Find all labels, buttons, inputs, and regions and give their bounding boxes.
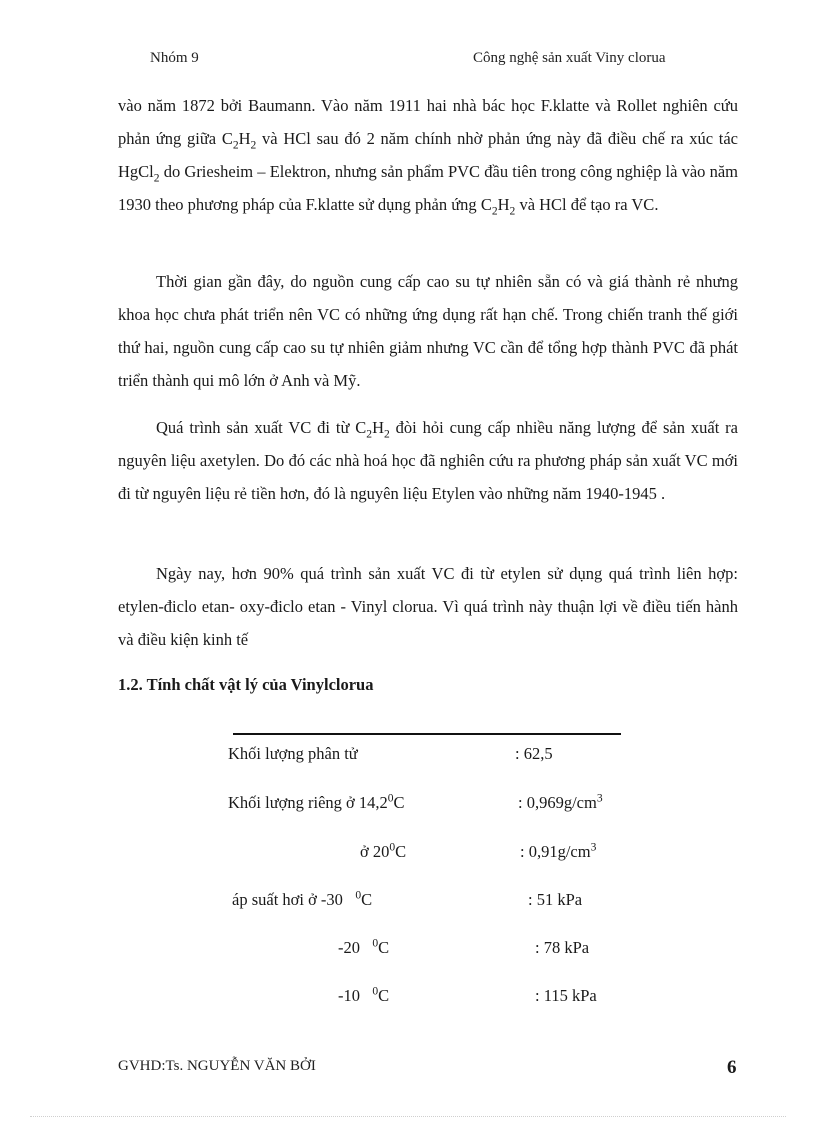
formula-hgcl2: HgCl$_2$	[118, 162, 160, 185]
prop-value-vapor-pressure-20: : 78 kPa	[535, 938, 590, 957]
paragraph-2: Thời gian gần đây, do nguồn cung cấp cao su tự nhiên sẵn có và giá thành rẻ nhưng khoa học chưa phát triển nên VC có những ứng dụng rất hạn chế. Trong chiến tranh thế giới thứ hai, nguồn cung cấp cao su tự nhiên giảm nhưng VC cần để tổng hợp thành PVC đã phát triển thành qui mô lớn ở Anh và Mỹ.	[118, 272, 738, 390]
paragraph-4: Ngày nay, hơn 90% quá trình sản xuất VC đi từ etylen sử dụng quá trình liên hợp: etylen-điclo etan- oxy-điclo etan - Vinyl clorua. Vì quá trình này thuận lợi về điều tiến hành và điều kiện kinh tế	[118, 564, 738, 649]
prop-value-vapor-pressure-10: : 115 kPa	[535, 986, 597, 1005]
prop-value-density-20: : $0,91g/cm^3$	[520, 841, 597, 861]
paragraph-3: Quá trình sản xuất VC đi từ $C_2H_2$ đòi hỏi cung cấp nhiều năng lượng để sản xuất ra nguyên liệu axetylen. Do đó các nhà hoá học đã nghiên cứu ra phương pháp sản xuất VC mới đi từ nguyên liệu rẻ tiền hơn, đó là nguyên liệu Etylen vào những năm 1940-1945 .	[118, 418, 738, 503]
page-number: 6	[727, 1057, 737, 1078]
formula-c2h2: $C_2H_2$	[221, 129, 257, 152]
footer-supervisor: GVHD:Ts. NGUYỄN VĂN BỞI	[118, 1058, 316, 1074]
p1-text-a: vào năm 1872 bởi Baumann. Vào năm 1911 hai nhà bác học F.klatte và Rollet nghiên cứu phản ứng giữa	[118, 96, 738, 148]
prop-value-density: : $0,969g/cm^3$	[518, 792, 603, 812]
header-left: Nhóm 9	[150, 50, 199, 66]
prop-label-vapor-pressure-10: -10 $^0$C	[338, 985, 390, 1005]
p1-text-d: và HCl để tạo ra VC.	[515, 195, 659, 214]
page-bottom-dotted-line	[30, 1116, 786, 1117]
prop-label-density: Khối lượng riêng ở 14,2$^0$C	[228, 792, 405, 812]
p1-text-b: và HCl sau đó 2 năm chính nhờ phản ứng này đã điều chế ra xúc tác	[256, 129, 738, 148]
paragraph-1	[118, 89, 738, 221]
prop-value-vapor-pressure-30: : 51 kPa	[528, 890, 583, 909]
header-right: Công nghệ sản xuất Viny clorua	[473, 50, 666, 66]
prop-label-density-20: ở $20^0C$	[360, 841, 407, 861]
section-heading: 1.2. Tính chất vật lý của Vinylclorua	[118, 675, 374, 694]
formula-c2h2: $C_2H_2$	[355, 418, 390, 441]
formula-c2h2: $C_2H_2$	[480, 195, 516, 218]
prop-label-vapor-pressure-20: -20 $^0$C	[338, 937, 390, 957]
p1-text-c: do Griesheim – Elektron, nhưng sản phẩm PVC đầu tiên trong công nghiệp là vào năm 1930 theo phương pháp của F.klatte sử dụng phản ứng	[118, 162, 738, 214]
table-top-rule	[233, 733, 621, 735]
prop-label-molecular-weight: Khối lượng phân tử	[228, 744, 358, 763]
prop-value-molecular-weight: : 62,5	[515, 744, 553, 763]
prop-label-vapor-pressure-30: áp suất hơi ở -30 $^0$C	[232, 889, 373, 909]
